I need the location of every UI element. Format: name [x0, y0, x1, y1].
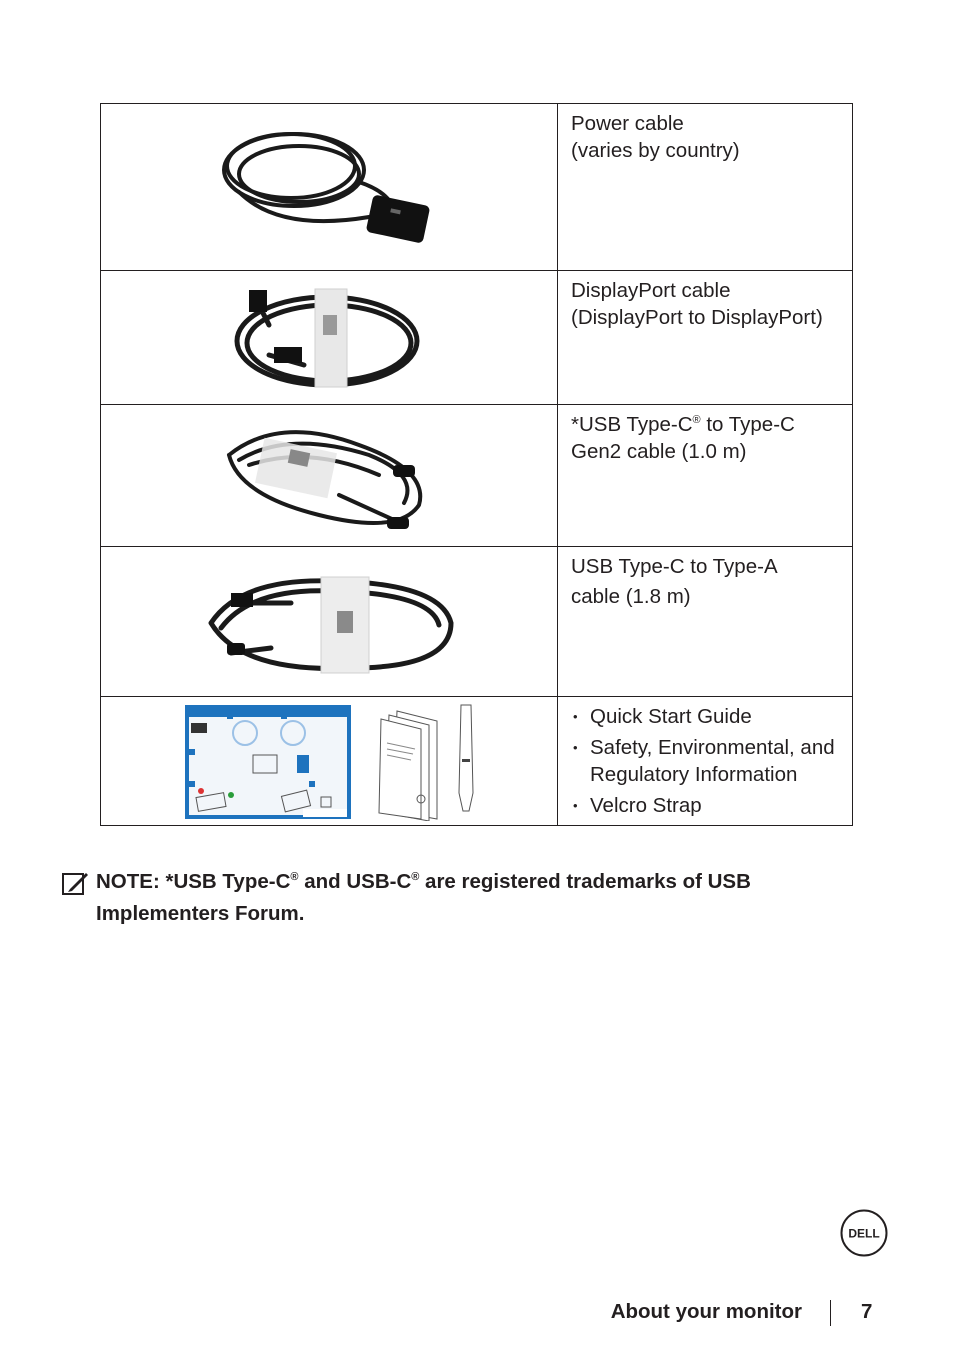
- item-name: USB Type-C to Type-A: [571, 555, 778, 578]
- registered-mark: ®: [692, 414, 701, 427]
- image-cell: [101, 104, 558, 271]
- usb-c-to-a-cable-icon: [201, 573, 461, 677]
- dell-logo: [840, 1209, 888, 1257]
- documents-icon: [183, 703, 483, 821]
- list-item: • Velcro Strap: [571, 792, 842, 819]
- table-row: [101, 547, 853, 697]
- usb-c-to-c-cable-desc: [558, 405, 853, 547]
- footer-divider: [830, 1300, 831, 1326]
- item-detail: (varies by country): [571, 139, 740, 162]
- item-detail: cable (1.8 m): [571, 585, 691, 608]
- item-name: DisplayPort cable: [571, 279, 731, 302]
- power-cable-icon: [219, 122, 441, 252]
- table-row: [101, 104, 853, 271]
- section-title: About your monitor: [610, 1300, 802, 1323]
- list-item: • Safety, Environmental, and Regulatory Information: [571, 734, 842, 788]
- page-number: 7: [861, 1300, 873, 1323]
- note-line-2: Implementers Forum.: [96, 902, 305, 925]
- page-footer: [0, 1298, 954, 1330]
- table-row: [101, 697, 853, 826]
- package-contents-table: [100, 103, 853, 826]
- table-row: [101, 271, 853, 405]
- item-name: *USB Type-C® to Type-C: [571, 413, 795, 436]
- image-cell: [101, 271, 558, 405]
- power-cable-desc: [558, 104, 853, 271]
- usb-c-to-c-cable-icon: [219, 415, 439, 539]
- item-detail: Gen2 cable (1.0 m): [571, 440, 747, 463]
- documents-list: [571, 703, 842, 819]
- item-detail: (DisplayPort to DisplayPort): [571, 306, 823, 329]
- usb-c-to-a-cable-desc: [558, 547, 853, 697]
- documents-desc: [558, 697, 853, 826]
- note-pencil-icon: [62, 871, 89, 895]
- table-row: [101, 405, 853, 547]
- list-item: • Quick Start Guide: [571, 703, 842, 730]
- item-name: Power cable: [571, 112, 684, 135]
- note-line-1: NOTE: *USB Type-C® and USB-C® are registered trademarks of USB: [96, 870, 751, 893]
- displayport-cable-icon: [229, 285, 425, 393]
- trademark-note: [62, 866, 852, 930]
- image-cell: [101, 405, 558, 547]
- image-cell: [101, 697, 558, 826]
- displayport-cable-desc: [558, 271, 853, 405]
- image-cell: [101, 547, 558, 697]
- svg-text:DELL: DELL: [848, 1226, 880, 1241]
